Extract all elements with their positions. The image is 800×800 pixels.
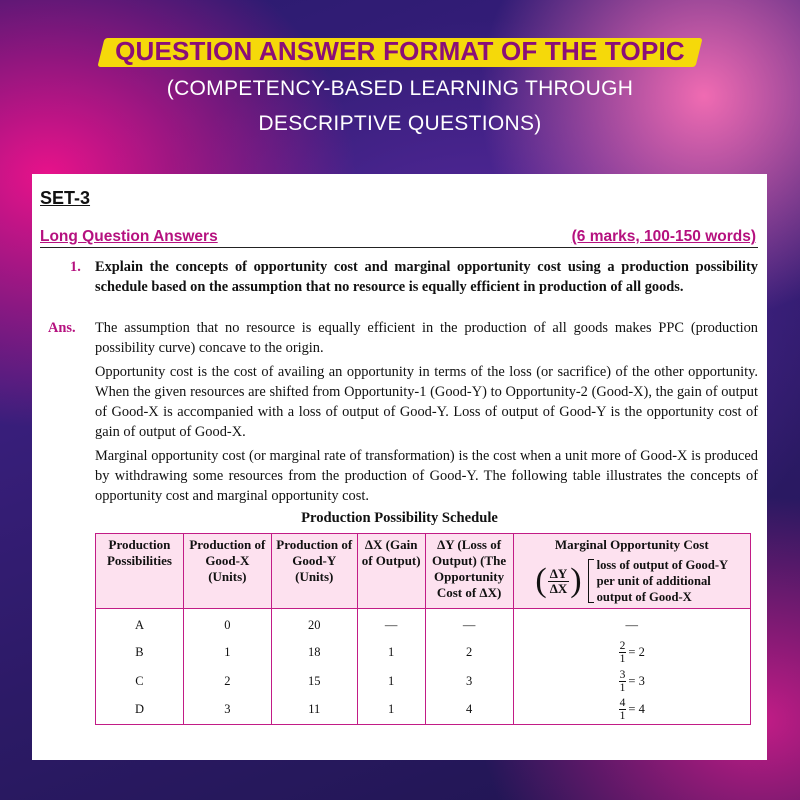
cell-moc xyxy=(513,667,750,696)
table-header-row xyxy=(96,534,751,609)
moc-bracket xyxy=(588,559,594,603)
table-row xyxy=(96,609,751,638)
cell-good-y: 20 xyxy=(271,609,357,638)
table-row xyxy=(96,638,751,667)
cell-good-y: 15 xyxy=(271,667,357,696)
moc-value-result: = 4 xyxy=(628,702,645,717)
moc-value-num: 2 xyxy=(619,639,626,652)
document-page xyxy=(32,174,767,760)
moc-description xyxy=(597,557,729,605)
cell-good-y: 11 xyxy=(271,696,357,725)
answer-block xyxy=(40,318,758,510)
header-delta-x: ΔX (Gain of Output) xyxy=(357,534,425,609)
moc-value-den: 1 xyxy=(619,652,626,665)
cell-possibility: A xyxy=(96,609,184,638)
moc-desc-line: per unit of additional xyxy=(596,574,711,588)
answer-label: Ans. xyxy=(48,320,76,336)
cell-good-x: 0 xyxy=(183,609,271,638)
question-number: 1. xyxy=(70,259,81,275)
moc-fraction: ( $\frac{\Delta Y}{\Delta X}$ ) xyxy=(535,562,582,599)
moc-desc-line: output of Good-X xyxy=(596,590,692,604)
answer-paragraph: The assumption that no resource is equally efficient in the production of all goods makes PPC (production possibility curve) concave to the origin. xyxy=(95,320,758,356)
cell-good-x: 3 xyxy=(183,696,271,725)
moc-value-num: 4 xyxy=(619,697,626,710)
header-good-y: Production of Good-Y (Units) xyxy=(271,534,357,609)
banner-subtitle-line-1: (COMPETENCY-BASED LEARNING THROUGH xyxy=(166,77,634,100)
section-marks: (6 marks, 100-150 words) xyxy=(571,228,756,245)
answer-paragraph: Opportunity cost is the cost of availing an opportunity in terms of the loss (or sacrifice) of the other opportunity. When the given resources are shifted from Opportunity-1 (Good-Y) to Opportunity-2 (Good-X), the gain of output of Good-X is accompanied with a loss of output of Good-Y. Loss of output of Good-Y is the opportunity cost of gain of output of Good-X. xyxy=(95,364,758,440)
cell-possibility: C xyxy=(96,667,184,696)
moc-desc-line: loss of output of Good-Y xyxy=(596,558,729,572)
moc-value-den: 1 xyxy=(619,681,626,694)
cell-delta-x: — xyxy=(357,609,425,638)
table-row xyxy=(96,667,751,696)
cell-moc xyxy=(513,638,750,667)
cell-delta-x: 1 xyxy=(357,667,425,696)
moc-value-result: = 2 xyxy=(628,644,645,659)
moc-formula xyxy=(516,557,748,605)
cell-good-x: 1 xyxy=(183,638,271,667)
banner-title-highlight xyxy=(101,34,699,69)
cell-good-y: 18 xyxy=(271,638,357,667)
moc-denominator: ΔX xyxy=(549,580,568,596)
cell-delta-x: 1 xyxy=(357,696,425,725)
table-row xyxy=(96,696,751,725)
banner-subtitle-line-2: DESCRIPTIVE QUESTIONS) xyxy=(258,112,542,135)
table-caption: Production Possibility Schedule xyxy=(301,510,498,526)
cell-moc: — xyxy=(513,609,750,638)
header-good-x: Production of Good-X (Units) xyxy=(183,534,271,609)
section-type: Long Question Answers xyxy=(40,228,218,245)
header-moc xyxy=(513,534,750,609)
cell-possibility: B xyxy=(96,638,184,667)
cell-moc xyxy=(513,696,750,725)
question-text: Explain the concepts of opportunity cost and marginal opportunity cost using a production possibility schedule based on the assumption that no resource is equally efficient in production of all goods. xyxy=(95,259,758,295)
cell-delta-y: — xyxy=(425,609,513,638)
cell-delta-y: 3 xyxy=(425,667,513,696)
header-moc-title: Marginal Opportunity Cost xyxy=(554,537,709,552)
moc-value-den: 1 xyxy=(619,710,626,723)
cell-delta-y: 2 xyxy=(425,638,513,667)
header-delta-y: ΔY (Loss of Output) (The Opportunity Cost of ΔX) xyxy=(425,534,513,609)
header-possibilities: Production Possibilities xyxy=(96,534,184,609)
moc-value-num: 3 xyxy=(619,668,626,681)
section-header xyxy=(40,226,758,248)
cell-delta-y: 4 xyxy=(425,696,513,725)
moc-value-fraction xyxy=(619,697,627,722)
banner-title: QUESTION ANSWER FORMAT OF THE TOPIC xyxy=(115,36,685,66)
answer-paragraph: Marginal opportunity cost (or marginal rate of transformation) is the cost when a unit more of Good-X is produced by withdrawing some resources from the production of Good-Y. The following table illustrates the concepts of opportunity cost and marginal opportunity cost. xyxy=(95,448,758,504)
set-heading: SET-3 xyxy=(40,188,91,208)
production-possibility-table xyxy=(95,533,751,725)
moc-numerator: ΔY xyxy=(549,565,568,581)
moc-value-result: = 3 xyxy=(628,673,645,688)
question-block xyxy=(40,258,758,298)
banner-header xyxy=(0,34,800,139)
cell-good-x: 2 xyxy=(183,667,271,696)
cell-delta-x: 1 xyxy=(357,638,425,667)
moc-value-fraction xyxy=(619,640,627,665)
cell-possibility: D xyxy=(96,696,184,725)
moc-value-fraction xyxy=(619,669,627,694)
